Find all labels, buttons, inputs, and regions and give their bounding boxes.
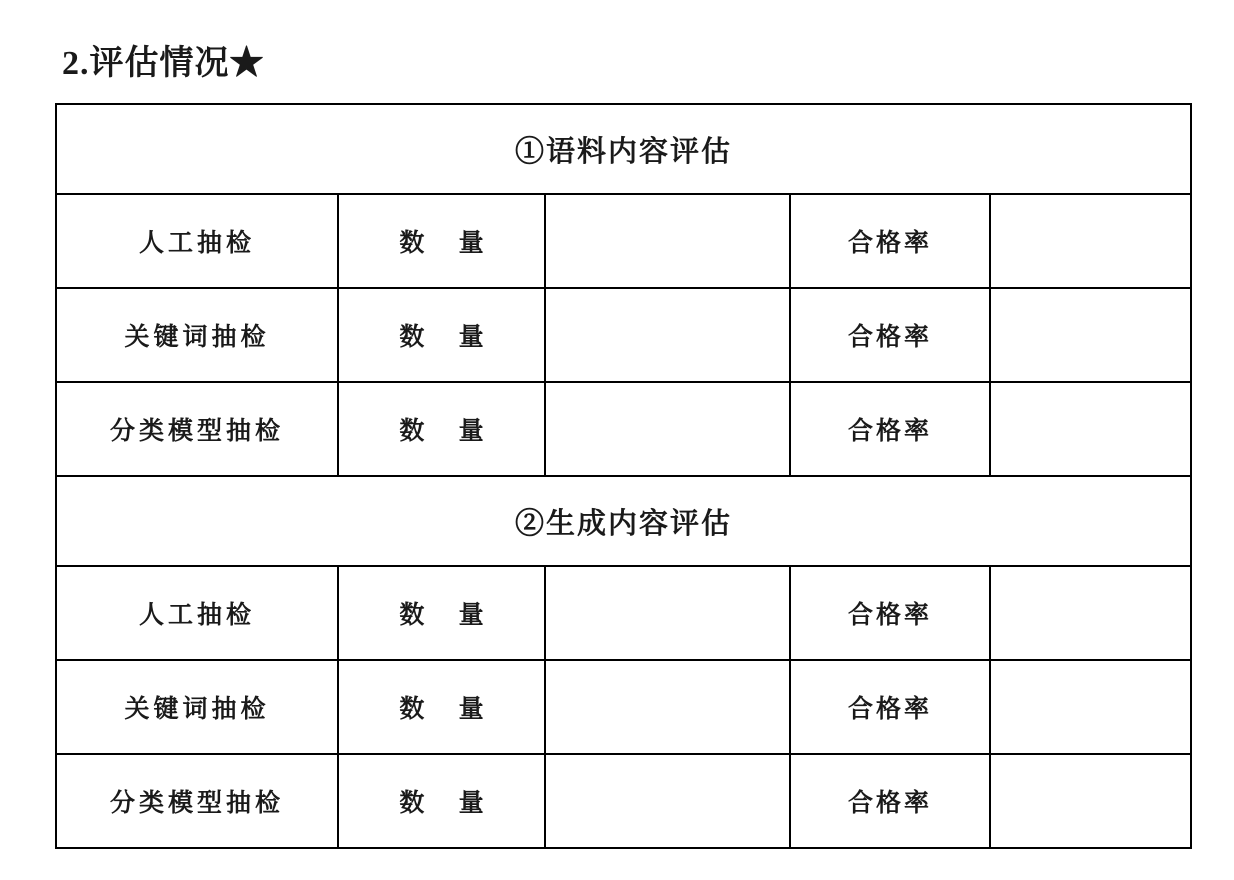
row-pass-rate-label: 合格率 <box>790 382 990 476</box>
row-pass-rate-value[interactable] <box>990 194 1191 288</box>
row-pass-rate-value[interactable] <box>990 382 1191 476</box>
row-pass-rate-label: 合格率 <box>790 754 990 848</box>
page-title: 2.评估情况★ <box>62 45 265 82</box>
row-pass-rate-value[interactable] <box>990 288 1191 382</box>
row-pass-rate-label: 合格率 <box>790 194 990 288</box>
row-pass-rate-value[interactable] <box>990 566 1191 660</box>
row-quantity-value[interactable] <box>545 382 790 476</box>
group-header-generated-content: ②生成内容评估 <box>56 476 1191 566</box>
row-label-keyword-sampling: 关键词抽检 <box>56 660 338 754</box>
table-row <box>56 566 1191 660</box>
row-label-classifier-sampling: 分类模型抽检 <box>56 754 338 848</box>
row-quantity-label: 数 量 <box>338 382 545 476</box>
row-label-classifier-sampling: 分类模型抽检 <box>56 382 338 476</box>
group-header-corpus-content: ①语料内容评估 <box>56 104 1191 194</box>
row-label-keyword-sampling: 关键词抽检 <box>56 288 338 382</box>
row-quantity-label: 数 量 <box>338 660 545 754</box>
row-quantity-value[interactable] <box>545 194 790 288</box>
row-pass-rate-label: 合格率 <box>790 566 990 660</box>
row-quantity-label: 数 量 <box>338 288 545 382</box>
table-row <box>56 660 1191 754</box>
row-pass-rate-value[interactable] <box>990 754 1191 848</box>
table-row <box>56 288 1191 382</box>
row-quantity-label: 数 量 <box>338 754 545 848</box>
row-label-manual-sampling: 人工抽检 <box>56 194 338 288</box>
evaluation-table <box>55 103 1192 849</box>
row-pass-rate-label: 合格率 <box>790 288 990 382</box>
row-quantity-label: 数 量 <box>338 194 545 288</box>
row-quantity-value[interactable] <box>545 566 790 660</box>
row-pass-rate-value[interactable] <box>990 660 1191 754</box>
table-row <box>56 194 1191 288</box>
table-group-header-row <box>56 104 1191 194</box>
row-quantity-label: 数 量 <box>338 566 545 660</box>
row-label-manual-sampling: 人工抽检 <box>56 566 338 660</box>
table-group-header-row <box>56 476 1191 566</box>
row-pass-rate-label: 合格率 <box>790 660 990 754</box>
row-quantity-value[interactable] <box>545 754 790 848</box>
row-quantity-value[interactable] <box>545 288 790 382</box>
table-row <box>56 382 1191 476</box>
row-quantity-value[interactable] <box>545 660 790 754</box>
table-row <box>56 754 1191 848</box>
